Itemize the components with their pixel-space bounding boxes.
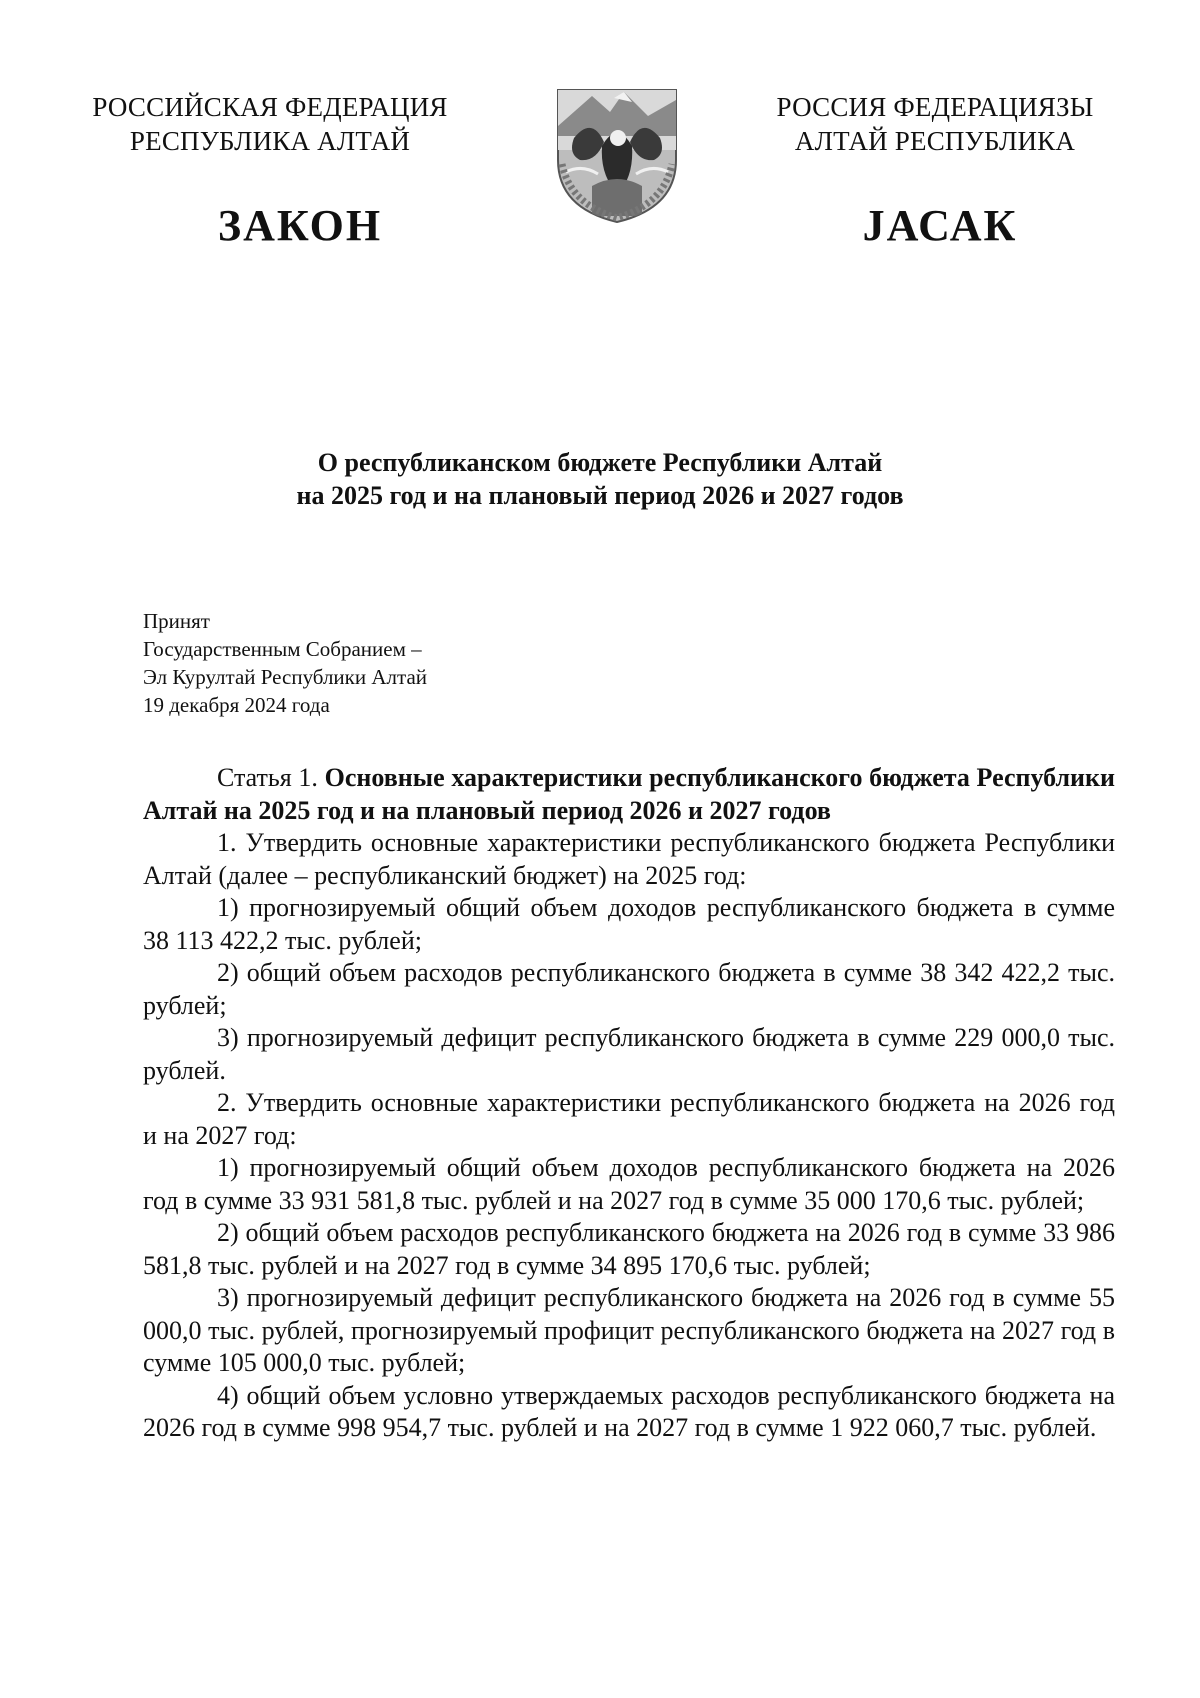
coat-of-arms-icon bbox=[552, 76, 682, 226]
adoption-note bbox=[143, 607, 427, 719]
article-prefix: Статья 1. bbox=[217, 763, 325, 792]
law-title bbox=[140, 446, 1060, 512]
paragraph: 3) прогнозируемый дефицит республиканского бюджета в сумме 229 000,0 тыс. рублей. bbox=[143, 1023, 1115, 1085]
law-title-altai: JАСАК bbox=[862, 201, 1018, 250]
article-body bbox=[143, 762, 1115, 1445]
paragraph: 4) общий объем условно утверждаемых расходов республиканского бюджета на 2026 год в сумме 998 954,7 тыс. рублей и на 2027 год в сумме 1 922 060,7 тыс. рублей. bbox=[143, 1380, 1115, 1442]
paragraph: 1) прогнозируемый общий объем доходов республиканского бюджета на 2026 год в сумме 33 931 581,8 тыс. рублей и на 2027 год в сумме 35 000 170,6 тыс. рублей; bbox=[143, 1153, 1115, 1215]
paragraph: 2) общий объем расходов республиканского бюджета в сумме 38 342 422,2 тыс. рублей; bbox=[143, 958, 1115, 1020]
article-heading bbox=[143, 762, 1115, 827]
adoption-line-3: Эл Курултай Республики Алтай bbox=[143, 665, 428, 689]
paragraph: 1. Утвердить основные характеристики республиканского бюджета Республики Алтай (далее – республиканский бюджет) на 2025 год: bbox=[143, 828, 1115, 890]
header-left bbox=[70, 90, 470, 158]
law-title-russian: ЗАКОН bbox=[217, 201, 383, 250]
adoption-line-1: Принят bbox=[143, 609, 210, 633]
header-right bbox=[735, 90, 1135, 158]
header-right-republic: АЛТАЙ РЕСПУБЛИКА bbox=[794, 126, 1076, 156]
paragraph: 1) прогнозируемый общий объем доходов республиканского бюджета в сумме 38 113 422,2 тыс. рублей; bbox=[143, 893, 1115, 955]
header-left-country: РОССИЙСКАЯ ФЕДЕРАЦИЯ bbox=[92, 92, 448, 122]
paragraph: 2. Утвердить основные характеристики республиканского бюджета на 2026 год и на 2027 год: bbox=[143, 1088, 1115, 1150]
adoption-line-4: 19 декабря 2024 года bbox=[143, 693, 330, 717]
adoption-line-2: Государственным Собранием – bbox=[143, 637, 422, 661]
header-left-republic: РЕСПУБЛИКА АЛТАЙ bbox=[129, 126, 411, 156]
article-title: Основные характеристики республиканского бюджета Республики Алтай на 2025 год и на плановый период 2026 и 2027 годов bbox=[143, 763, 1115, 825]
header-right-country: РОССИЯ ФЕДЕРАЦИЯЗЫ bbox=[776, 92, 1094, 122]
law-title-line-2: на 2025 год и на плановый период 2026 и 2027 годов bbox=[296, 481, 904, 510]
paragraph: 3) прогнозируемый дефицит республиканского бюджета на 2026 год в сумме 55 000,0 тыс. рублей, прогнозируемый профицит республиканского бюджета на 2027 год в сумме 105 000,0 тыс. рублей; bbox=[143, 1283, 1115, 1377]
law-title-line-1: О республиканском бюджете Республики Алтай bbox=[317, 448, 883, 477]
paragraph: 2) общий объем расходов республиканского бюджета на 2026 год в сумме 33 986 581,8 тыс. рублей и на 2027 год в сумме 34 895 170,6 тыс. рублей; bbox=[143, 1218, 1115, 1280]
